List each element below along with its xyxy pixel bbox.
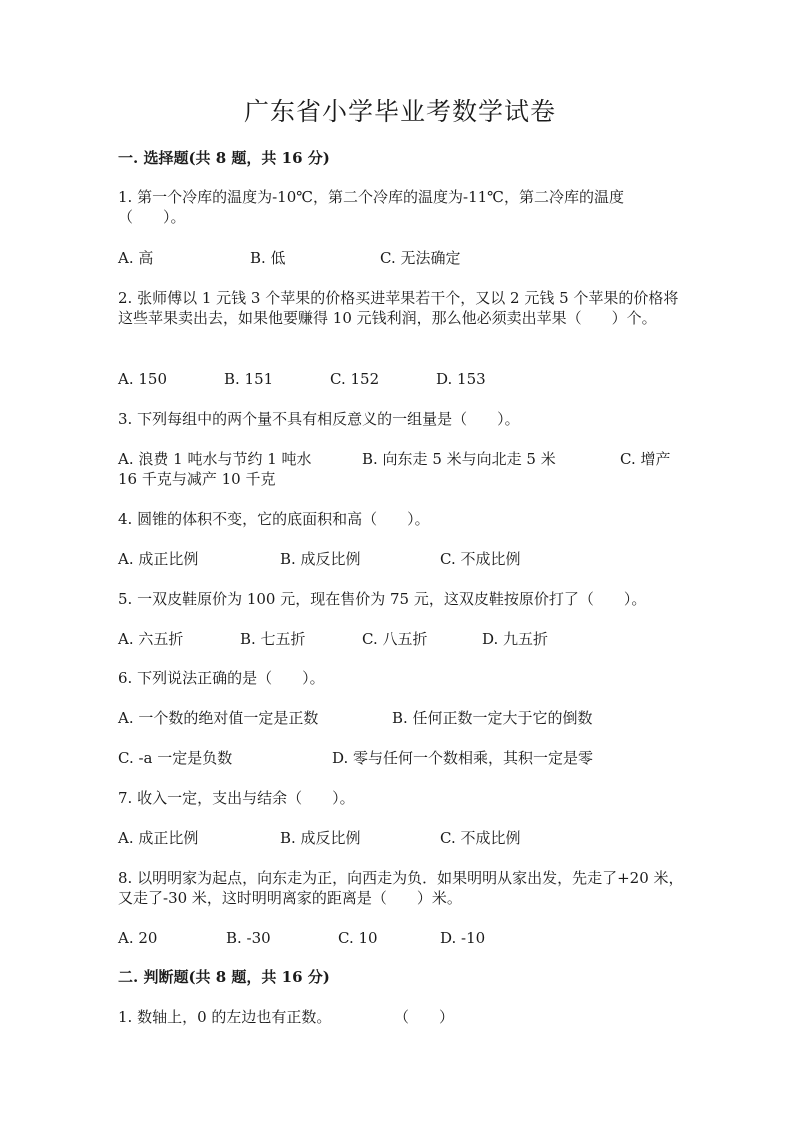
- question-stem-2: 2. 张师傅以 1 元钱 3 个苹果的价格买进苹果若干个，又以 2 元钱 5 个苹果的价格将这些苹果卖出去，如果他要赚得 10 元钱利润，那么他必须卖出苹果（ ）个。: [118, 289, 679, 327]
- options-row-q1: [118, 248, 690, 268]
- options-row-q2: [118, 369, 690, 389]
- question-stem-8: 8. 以明明家为起点，向东走为正，向西走为负．如果明明从家出发，先走了+20 米，又走了-30 米，这时明明离家的距离是（ ）米。: [118, 869, 684, 907]
- q2-option-d[interactable]: D. 153: [436, 370, 486, 388]
- options-row-q8: [118, 928, 690, 948]
- q7-option-a[interactable]: A. 成正比例: [118, 829, 199, 847]
- options-row-q5: [118, 629, 690, 649]
- judgement-stem-1: 1. 数轴上，0 的左边也有正数。: [118, 1008, 332, 1026]
- q1-option-b[interactable]: B. 低: [250, 249, 286, 267]
- q3-option-c-continuation: 16 千克与减产 10 千克: [118, 470, 276, 488]
- q2-option-a[interactable]: A. 150: [118, 370, 167, 388]
- q1-option-c[interactable]: C. 无法确定: [380, 249, 461, 267]
- options-row-q6-2: [118, 748, 690, 768]
- question-stem-5: 5. 一双皮鞋原价为 100 元，现在售价为 75 元，这双皮鞋按原价打了（ ）。: [118, 590, 647, 608]
- question-stem-3: 3. 下列每组中的两个量不具有相反意义的一组量是（ ）。: [118, 410, 520, 428]
- question-stem-6: 6. 下列说法正确的是（ ）。: [118, 669, 325, 687]
- q6-option-d[interactable]: D. 零与任何一个数相乘，其积一定是零: [332, 749, 594, 767]
- q6-option-b[interactable]: B. 任何正数一定大于它的倒数: [392, 709, 593, 727]
- question-stem-7: 7. 收入一定，支出与结余（ ）。: [118, 789, 355, 807]
- q6-option-c[interactable]: C. -a 一定是负数: [118, 749, 233, 767]
- q3-option-a[interactable]: A. 浪费 1 吨水与节约 1 吨水: [118, 450, 312, 468]
- section-header-judgement: 二. 判断题(共 8 题，共 16 分): [118, 968, 330, 986]
- q7-option-c[interactable]: C. 不成比例: [440, 829, 521, 847]
- q5-option-b[interactable]: B. 七五折: [240, 630, 306, 648]
- q4-option-b[interactable]: B. 成反比例: [280, 550, 361, 568]
- judgement-answer-slot-1[interactable]: （ ）: [394, 1008, 455, 1026]
- question-stem-4: 4. 圆锥的体积不变，它的底面积和高（ ）。: [118, 510, 430, 528]
- options-row-q3: [118, 449, 690, 469]
- options-row-q3-continuation: [118, 469, 690, 489]
- q8-option-b[interactable]: B. -30: [226, 929, 271, 947]
- q8-option-a[interactable]: A. 20: [118, 929, 158, 947]
- q3-option-c[interactable]: C. 增产: [620, 450, 671, 468]
- q6-option-a[interactable]: A. 一个数的绝对值一定是正数: [118, 709, 319, 727]
- question-stem-1: 1. 第一个冷库的温度为-10℃，第二个冷库的温度为-11℃，第二冷库的温度（ ）。: [118, 188, 624, 226]
- q8-option-c[interactable]: C. 10: [338, 929, 378, 947]
- q5-option-d[interactable]: D. 九五折: [482, 630, 549, 648]
- q1-option-a[interactable]: A. 高: [118, 249, 154, 267]
- q5-option-c[interactable]: C. 八五折: [362, 630, 428, 648]
- section-header-choice: 一. 选择题(共 8 题，共 16 分): [118, 149, 330, 167]
- options-row-q6-1: [118, 708, 690, 728]
- q2-option-c[interactable]: C. 152: [330, 370, 380, 388]
- options-row-q4: [118, 549, 690, 569]
- q2-option-b[interactable]: B. 151: [224, 370, 274, 388]
- exam-title: 广东省小学毕业考数学试卷: [243, 97, 556, 126]
- q8-option-d[interactable]: D. -10: [440, 929, 486, 947]
- q7-option-b[interactable]: B. 成反比例: [280, 829, 361, 847]
- options-row-q7: [118, 828, 690, 848]
- judgement-question-1: [118, 1007, 690, 1027]
- q3-option-b[interactable]: B. 向东走 5 米与向北走 5 米: [362, 450, 556, 468]
- q4-option-c[interactable]: C. 不成比例: [440, 550, 521, 568]
- q5-option-a[interactable]: A. 六五折: [118, 630, 184, 648]
- q4-option-a[interactable]: A. 成正比例: [118, 550, 199, 568]
